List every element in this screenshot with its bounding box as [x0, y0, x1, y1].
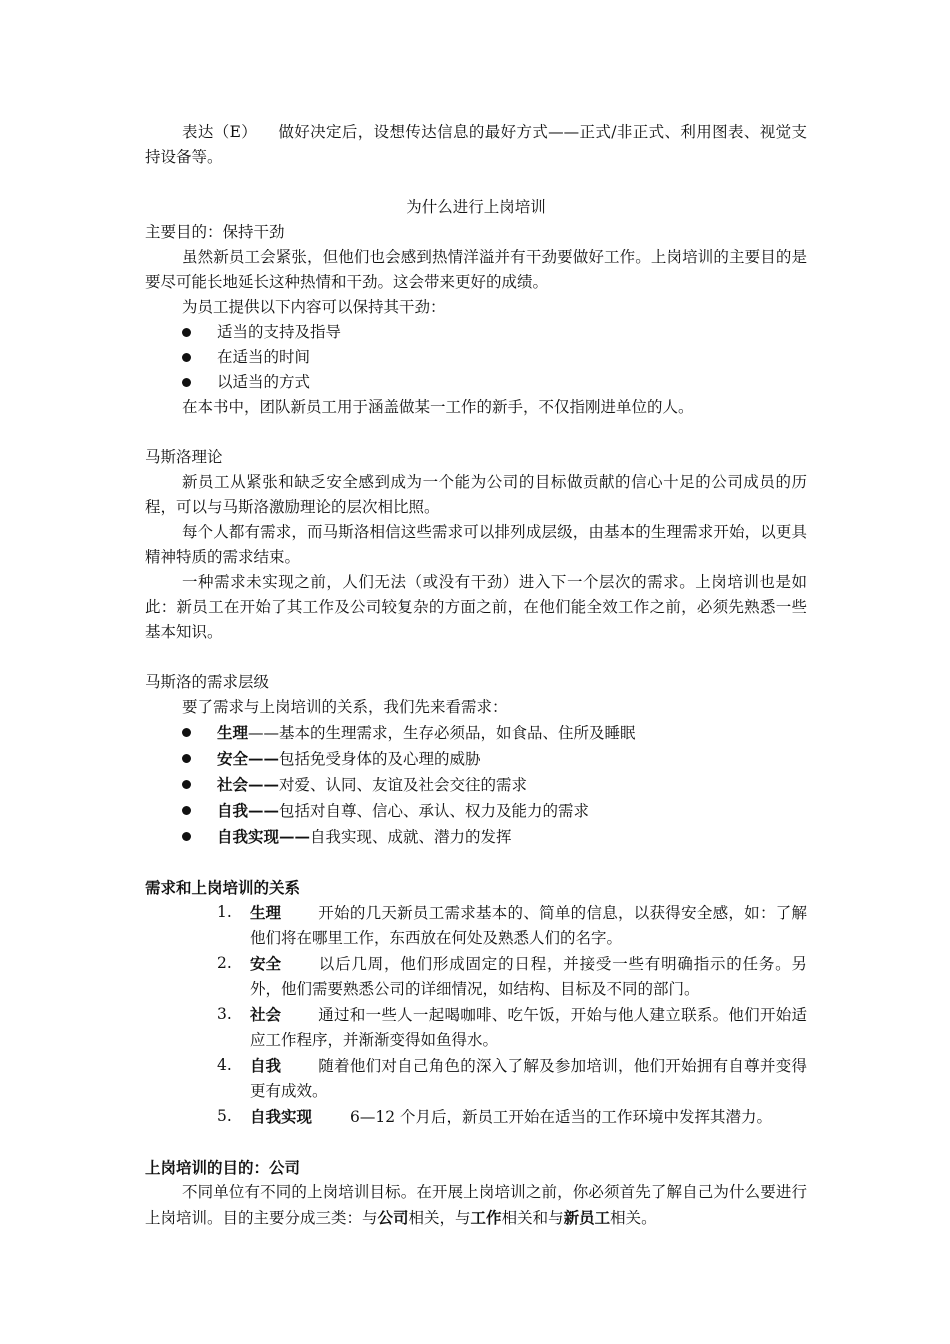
list-item: 4. 自我 随着他们对自己角色的深入了解及参加培训，他们开始拥有自尊并变得更有成效。	[217, 1056, 807, 1100]
list-item: 2. 安全 以后几周，他们形成固定的日程，并接受一些有明确指示的任务。另外，他们需要熟悉公司的详细情况，如结构、目标及不同的部门。	[217, 954, 807, 998]
list-item: 安全——包括免受身体的及心理的威胁	[182, 746, 807, 772]
why-paragraph-1: 虽然新员工会紧张，但他们也会感到热情洋溢并有干劲要做好工作。上岗培训的主要目的是要尽可能长地延长这种热情和干劲。这会带来更好的成绩。	[145, 248, 807, 291]
bullet-icon	[182, 780, 191, 789]
bullet-icon	[182, 806, 191, 815]
motivation-list	[145, 320, 807, 395]
why-paragraph-3: 在本书中，团队新员工用于涵盖做某一工作的新手，不仅指刚进单位的人。	[182, 398, 694, 416]
list-item: 1. 生理 开始的几天新员工需求基本的、简单的信息，以获得安全感，如：了解他们将在哪里工作，东西放在何处及熟悉人们的名字。	[217, 903, 807, 947]
list-item: 生理——基本的生理需求，生存必须品，如食品、住所及睡眠	[182, 720, 807, 746]
list-item: 自我——包括对自尊、信心、承认、权力及能力的需求	[182, 798, 807, 824]
expression-text: 做好决定后，设想传达信息的最好方式——正式/非正式、利用图表、视觉支持设备等。	[145, 123, 807, 166]
bullet-icon	[182, 378, 191, 387]
maslow-title: 马斯洛理论	[145, 448, 223, 466]
bullet-icon	[182, 328, 191, 337]
bullet-icon	[182, 754, 191, 763]
purpose-paragraph: 不同单位有不同的上岗培训目标。在开展上岗培训之前，你必须首先了解自己为什么要进行上岗培训。目的主要分成三类：与公司相关，与工作相关和与新员工相关。	[145, 1183, 807, 1227]
list-item: 在适当的时间	[182, 345, 807, 370]
list-item: 5. 自我实现 6—12 个月后，新员工开始在适当的工作环境中发挥其潜力。	[217, 1107, 773, 1126]
main-purpose-heading: 主要目的：保持干劲	[145, 223, 285, 241]
maslow-paragraph-3: 一种需求未实现之前，人们无法（或没有干劲）进入下一个层次的需求。上岗培训也是如此：新员工在开始了其工作及公司较复杂的方面之前，在他们能全效工作之前，必须先熟悉一些基本知识。	[145, 573, 807, 641]
relation-list	[145, 900, 807, 1130]
list-item: 3. 社会 通过和一些人一起喝咖啡、吃午饭，开始与他人建立联系。他们开始适应工作程序，并渐渐变得如鱼得水。	[217, 1005, 807, 1049]
purpose-title: 上岗培训的目的：公司	[145, 1158, 301, 1177]
expression-term: 表达（E）	[182, 123, 258, 141]
list-item: 自我实现——自我实现、成就、潜力的发挥	[182, 824, 807, 850]
expression-paragraph	[145, 120, 807, 170]
hierarchy-intro: 要了需求与上岗培训的关系，我们先来看需求：	[182, 698, 508, 716]
why-paragraph-2: 为员工提供以下内容可以保持其干劲：	[182, 298, 446, 316]
maslow-paragraph-2: 每个人都有需求，而马斯洛相信这些需求可以排列成层级，由基本的生理需求开始，以更具精神特质的需求结束。	[145, 523, 807, 566]
relation-title: 需求和上岗培训的关系	[145, 878, 301, 897]
hierarchy-title: 马斯洛的需求层级	[145, 673, 270, 691]
maslow-paragraph-1: 新员工从紧张和缺乏安全感到成为一个能为公司的目标做贡献的信心十足的公司成员的历程，可以与马斯洛激励理论的层次相比照。	[145, 473, 807, 516]
bullet-icon	[182, 728, 191, 737]
list-item: 适当的支持及指导	[182, 320, 807, 345]
needs-list	[145, 720, 807, 850]
section-why-title: 为什么进行上岗培训	[406, 198, 546, 216]
bullet-icon	[182, 832, 191, 841]
list-item: 以适当的方式	[182, 370, 807, 395]
list-item: 社会——对爱、认同、友谊及社会交往的需求	[182, 772, 807, 798]
bullet-icon	[182, 353, 191, 362]
document-page	[145, 120, 807, 1231]
